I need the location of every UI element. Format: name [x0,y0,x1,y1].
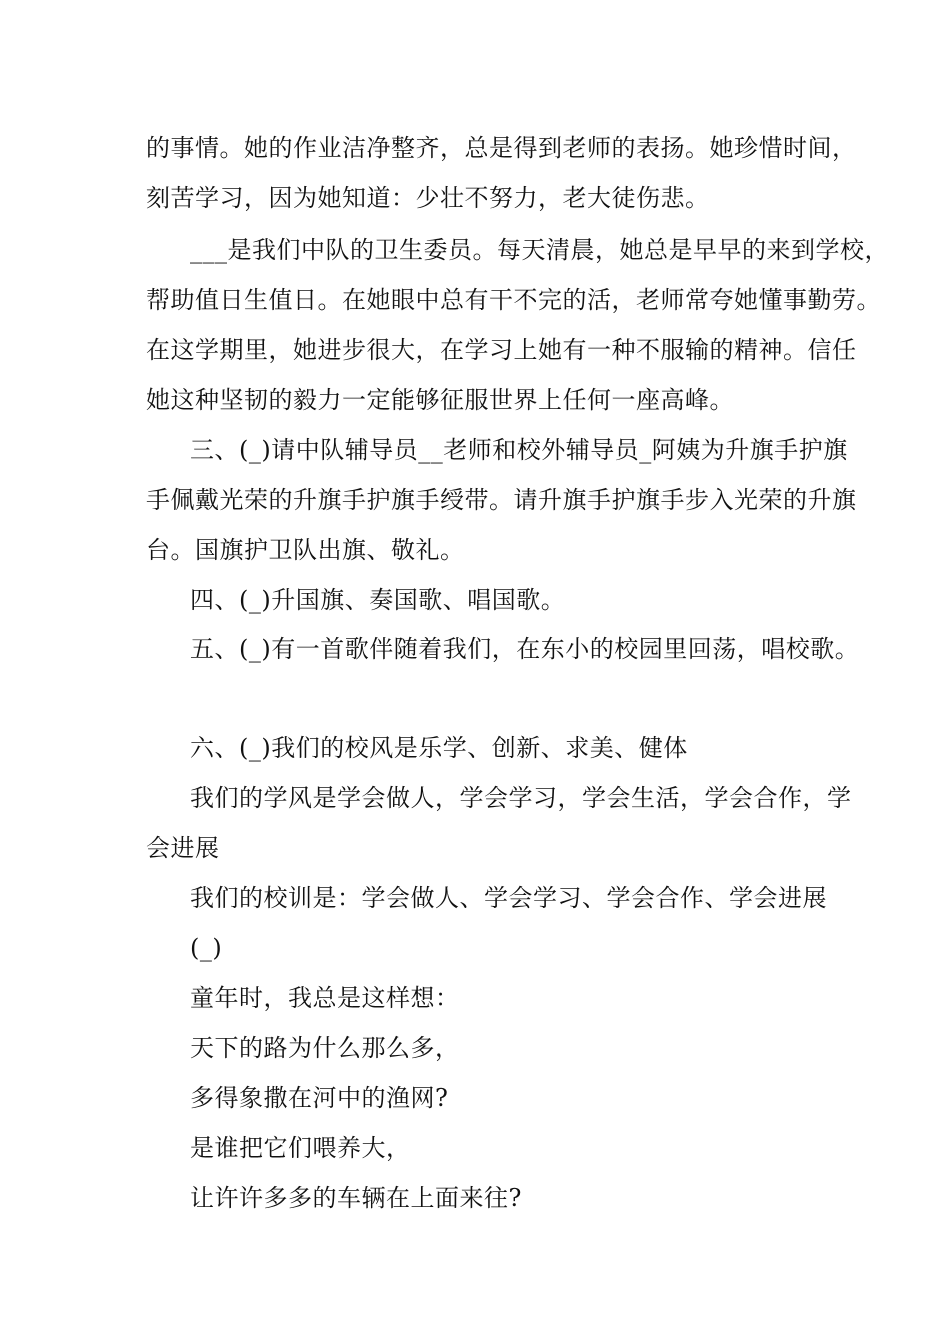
text-line: 的事情。她的作业洁净整齐，总是得到老师的表扬。她珍惜时间， [146,134,857,162]
text-line: (_) [190,934,223,962]
text-line: 手佩戴光荣的升旗手护旗手绶带。请升旗手护旗手步入光荣的升旗 [146,486,857,514]
text-line: 我们的学风是学会做人，学会学习，学会生活，学会合作，学 [190,784,852,812]
text-line: 台。国旗护卫队出旗、敬礼。 [146,536,465,564]
text-line: 五、(_)有一首歌伴随着我们，在东小的校园里回荡，唱校歌。 [190,635,860,663]
text-line: ___是我们中队的卫生委员。每天清晨，她总是早早的来到学校， [190,236,889,264]
text-line: 让许许多多的车辆在上面来往? [190,1184,522,1212]
text-line: 三、(_)请中队辅导员__老师和校外辅导员_阿姨为升旗手护旗 [190,436,848,464]
text-line: 童年时，我总是这样想： [190,984,460,1012]
text-line: 六、(_)我们的校风是乐学、创新、求美、健体 [190,734,688,762]
text-line: 帮助值日生值日。在她眼中总有干不完的活，老师常夸她懂事勤劳。 [146,286,881,314]
text-line: 多得象撒在河中的渔网? [190,1084,449,1112]
text-line: 我们的校训是：学会做人、学会学习、学会合作、学会进展 [190,884,827,912]
text-line: 会进展 [146,834,220,862]
text-line: 是谁把它们喂养大， [190,1134,411,1162]
text-line: 她这种坚韧的毅力一定能够征服世界上任何一座高峰。 [146,386,734,414]
text-line: 在这学期里，她进步很大，在学习上她有一种不服输的精神。信任 [146,336,857,364]
text-line: 刻苦学习，因为她知道：少壮不努力，老大徒伤悲。 [146,184,710,212]
text-line: 天下的路为什么那么多， [190,1034,460,1062]
text-line: 四、(_)升国旗、奏国歌、唱国歌。 [190,586,566,614]
